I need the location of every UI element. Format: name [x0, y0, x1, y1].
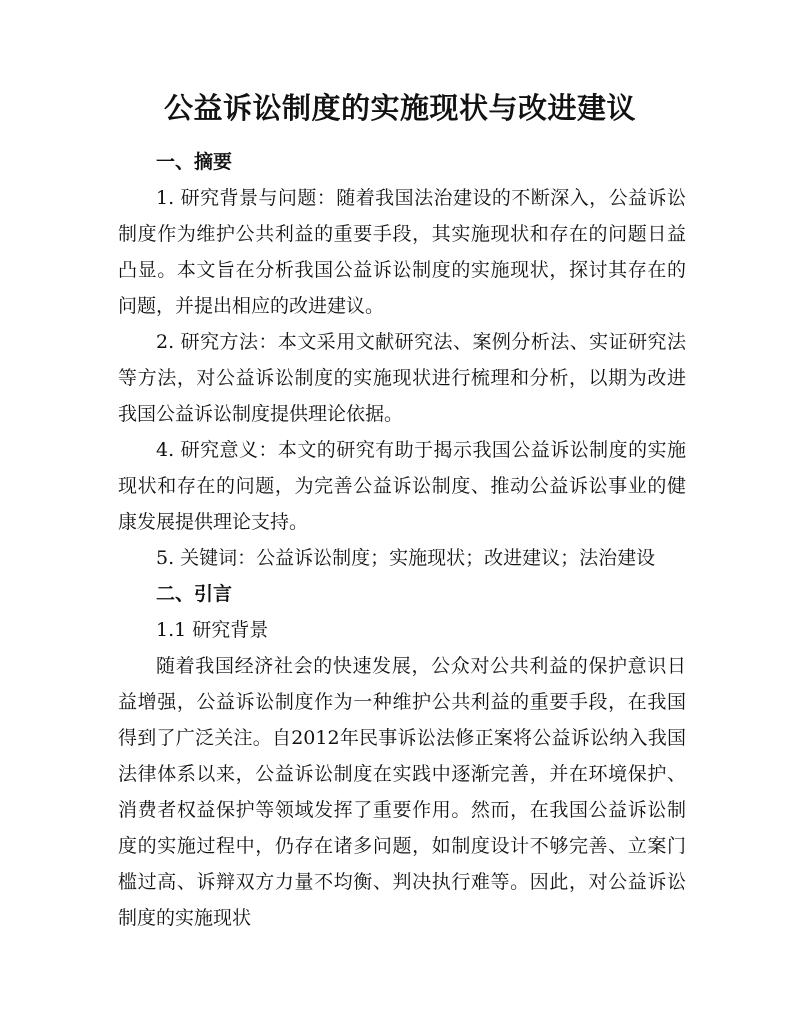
paragraph-research-significance: 4. 研究意义：本文的研究有助于揭示我国公益诉讼制度的实施现状和存在的问题，为完善公益诉讼制度、推动公益诉讼事业的健康发展提供理论支持。 — [118, 439, 686, 533]
document-body — [118, 144, 686, 936]
paragraph-keywords: 5. 关键词：公益诉讼制度；实施现状；改进建议；法治建设 — [156, 547, 656, 569]
paragraph-research-background: 1. 研究背景与问题：随着我国法治建设的不断深入，公益诉讼制度作为维护公共利益的重要手段，其实施现状和存在的问题日益凸显。本文旨在分析我国公益诉讼制度的实施现状，探讨其存在的问题，并提出相应的改进建议。 — [118, 187, 686, 317]
document-title: 公益诉讼制度的实施现状与改进建议 — [163, 91, 636, 125]
subsection-heading-background: 1.1 研究背景 — [156, 619, 269, 641]
section-heading-introduction: 二、引言 — [156, 583, 233, 605]
section-heading-abstract: 一、摘要 — [156, 151, 233, 173]
paragraph-background-body: 随着我国经济社会的快速发展，公众对公共利益的保护意识日益增强，公益诉讼制度作为一种维护公共利益的重要手段，在我国得到了广泛关注。自2012年民事诉讼法修正案将公益诉讼纳入我国法律体系以来，公益诉讼制度在实践中逐渐完善，并在环境保护、消费者权益保护等领域发挥了重要作用。然而，在我国公益诉讼制度的实施过程中，仍存在诸多问题，如制度设计不够完善、立案门槛过高、诉辩双方力量不均衡、判决执行难等。因此，对公益诉讼制度的实施现状 — [118, 655, 686, 929]
paragraph-research-method: 2. 研究方法：本文采用文献研究法、案例分析法、实证研究法等方法，对公益诉讼制度的实施现状进行梳理和分析，以期为改进我国公益诉讼制度提供理论依据。 — [118, 331, 686, 425]
